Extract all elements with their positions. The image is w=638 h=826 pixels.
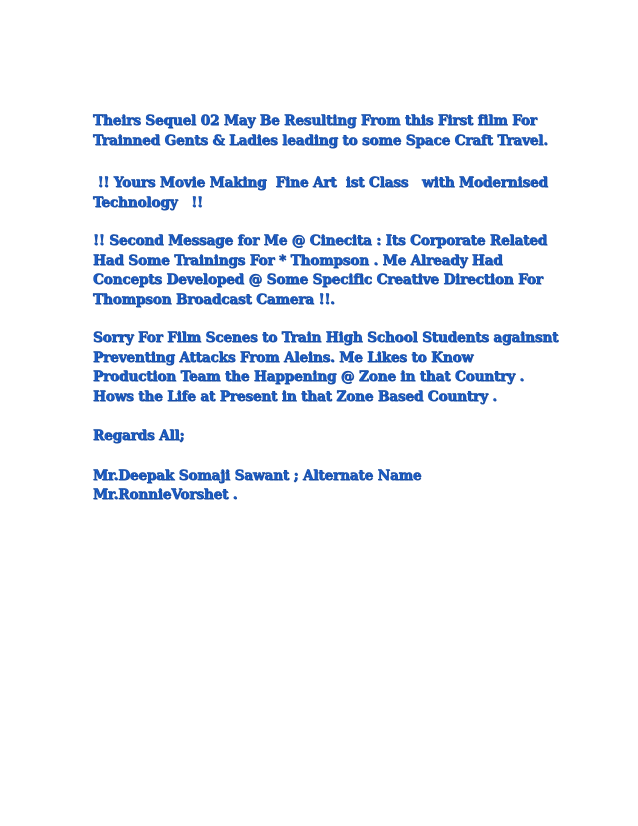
text-line: Preventing Attacks From Aleins. Me Likes to Know	[93, 349, 474, 366]
text-line: Technology !!	[93, 194, 203, 211]
paragraph-signature	[93, 467, 553, 506]
paragraph-sequel	[93, 112, 553, 151]
text-line: !! Yours Movie Making Fine Art ist Class with Modernised	[93, 175, 548, 191]
text-line: Trainned Gents & Ladies leading to some Space Craft Travel.	[93, 132, 548, 149]
paragraph-regards	[93, 427, 553, 447]
text-line: Thompson Broadcast Camera !!.	[93, 291, 335, 308]
text-line: Hows the Life at Present in that Zone Based Country .	[93, 388, 497, 405]
text-line: Regards All;	[93, 428, 185, 444]
text-line: !! Second Message for Me @ Cinecita : Its Corporate Related	[93, 233, 548, 249]
paragraph-film-scenes	[93, 329, 559, 407]
text-line: Theirs Sequel 02 May Be Resulting From this First film For	[93, 113, 537, 129]
paragraph-movie-making	[93, 174, 553, 213]
text-line: Mr.Deepak Somaji Sawant ; Alternate Name	[93, 467, 422, 484]
text-line: Production Team the Happening @ Zone in that Country .	[93, 369, 525, 385]
text-line: Had Some Trainings For * Thompson . Me Already Had	[93, 252, 503, 269]
document-body	[93, 112, 559, 506]
text-line: Sorry For Film Scenes to Train High School Students againsnt	[93, 330, 559, 346]
text-line: Concepts Developed @ Some Specific Creative Direction For	[93, 272, 543, 288]
paragraph-second-message	[93, 232, 553, 310]
text-line: Mr.RonnieVorshet .	[93, 487, 238, 503]
